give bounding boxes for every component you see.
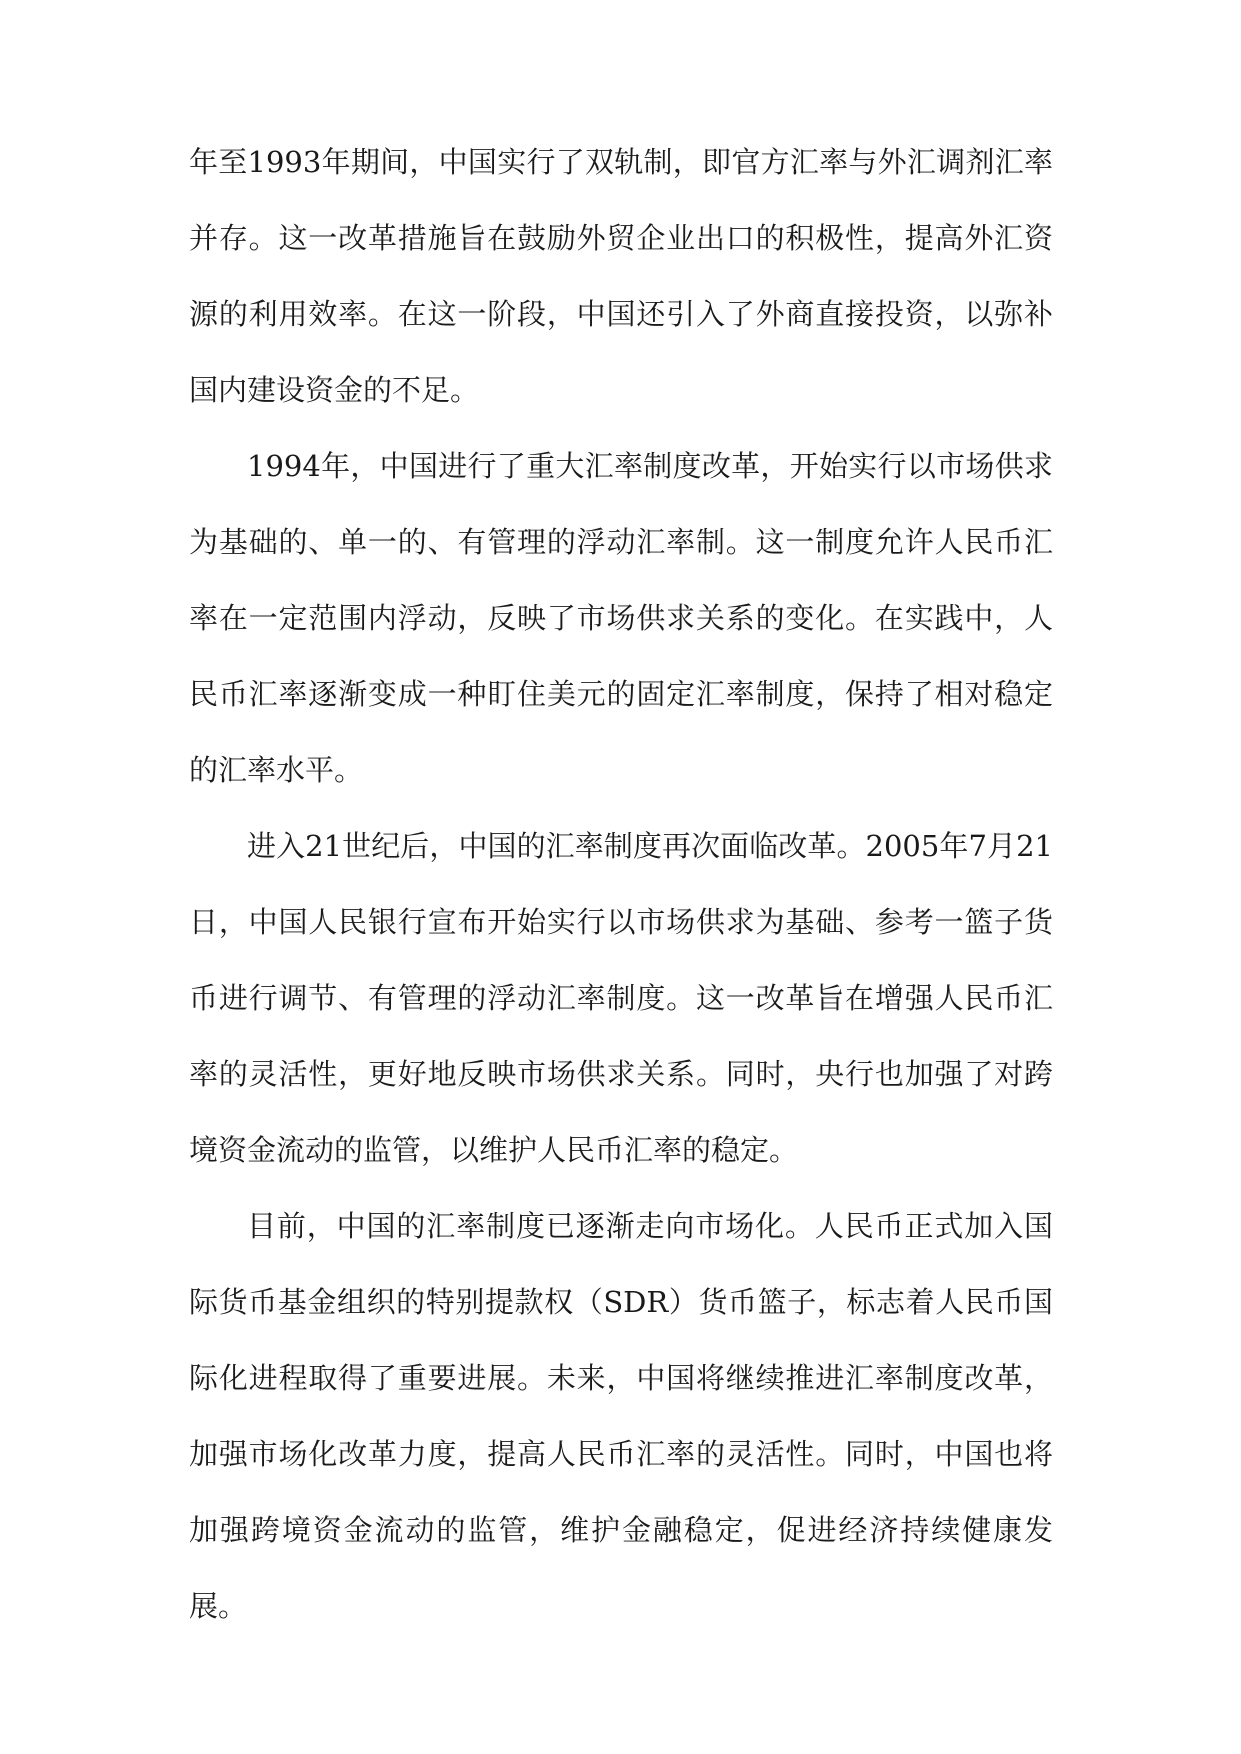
paragraph-4: 目前，中国的汇率制度已逐渐走向市场化。人民币正式加入国际货币基金组织的特别提款权（SDR）货币篮子，标志着人民币国际化进程取得了重要进展。未来，中国将继续推进汇率制度改革，加强市场化改革力度，提高人民币汇率的灵活性。同时，中国也将加强跨境资金流动的监管，维护金融稳定，促进经济持续健康发展。 <box>189 1209 1053 1623</box>
body-text <box>189 124 1053 1644</box>
paragraph-2: 1994年，中国进行了重大汇率制度改革，开始实行以市场供求为基础的、单一的、有管理的浮动汇率制。这一制度允许人民币汇率在一定范围内浮动，反映了市场供求关系的变化。在实践中，人民币汇率逐渐变成一种盯住美元的固定汇率制度，保持了相对稳定的汇率水平。 <box>189 449 1053 787</box>
paragraph-1: 年至1993年期间，中国实行了双轨制，即官方汇率与外汇调剂汇率并存。这一改革措施旨在鼓励外贸企业出口的积极性，提高外汇资源的利用效率。在这一阶段，中国还引入了外商直接投资，以弥补国内建设资金的不足。 <box>189 145 1053 407</box>
paragraph-3: 进入21世纪后，中国的汇率制度再次面临改革。2005年7月21日，中国人民银行宣布开始实行以市场供求为基础、参考一篮子货币进行调节、有管理的浮动汇率制度。这一改革旨在增强人民币汇率的灵活性，更好地反映市场供求关系。同时，央行也加强了对跨境资金流动的监管，以维护人民币汇率的稳定。 <box>189 829 1053 1167</box>
